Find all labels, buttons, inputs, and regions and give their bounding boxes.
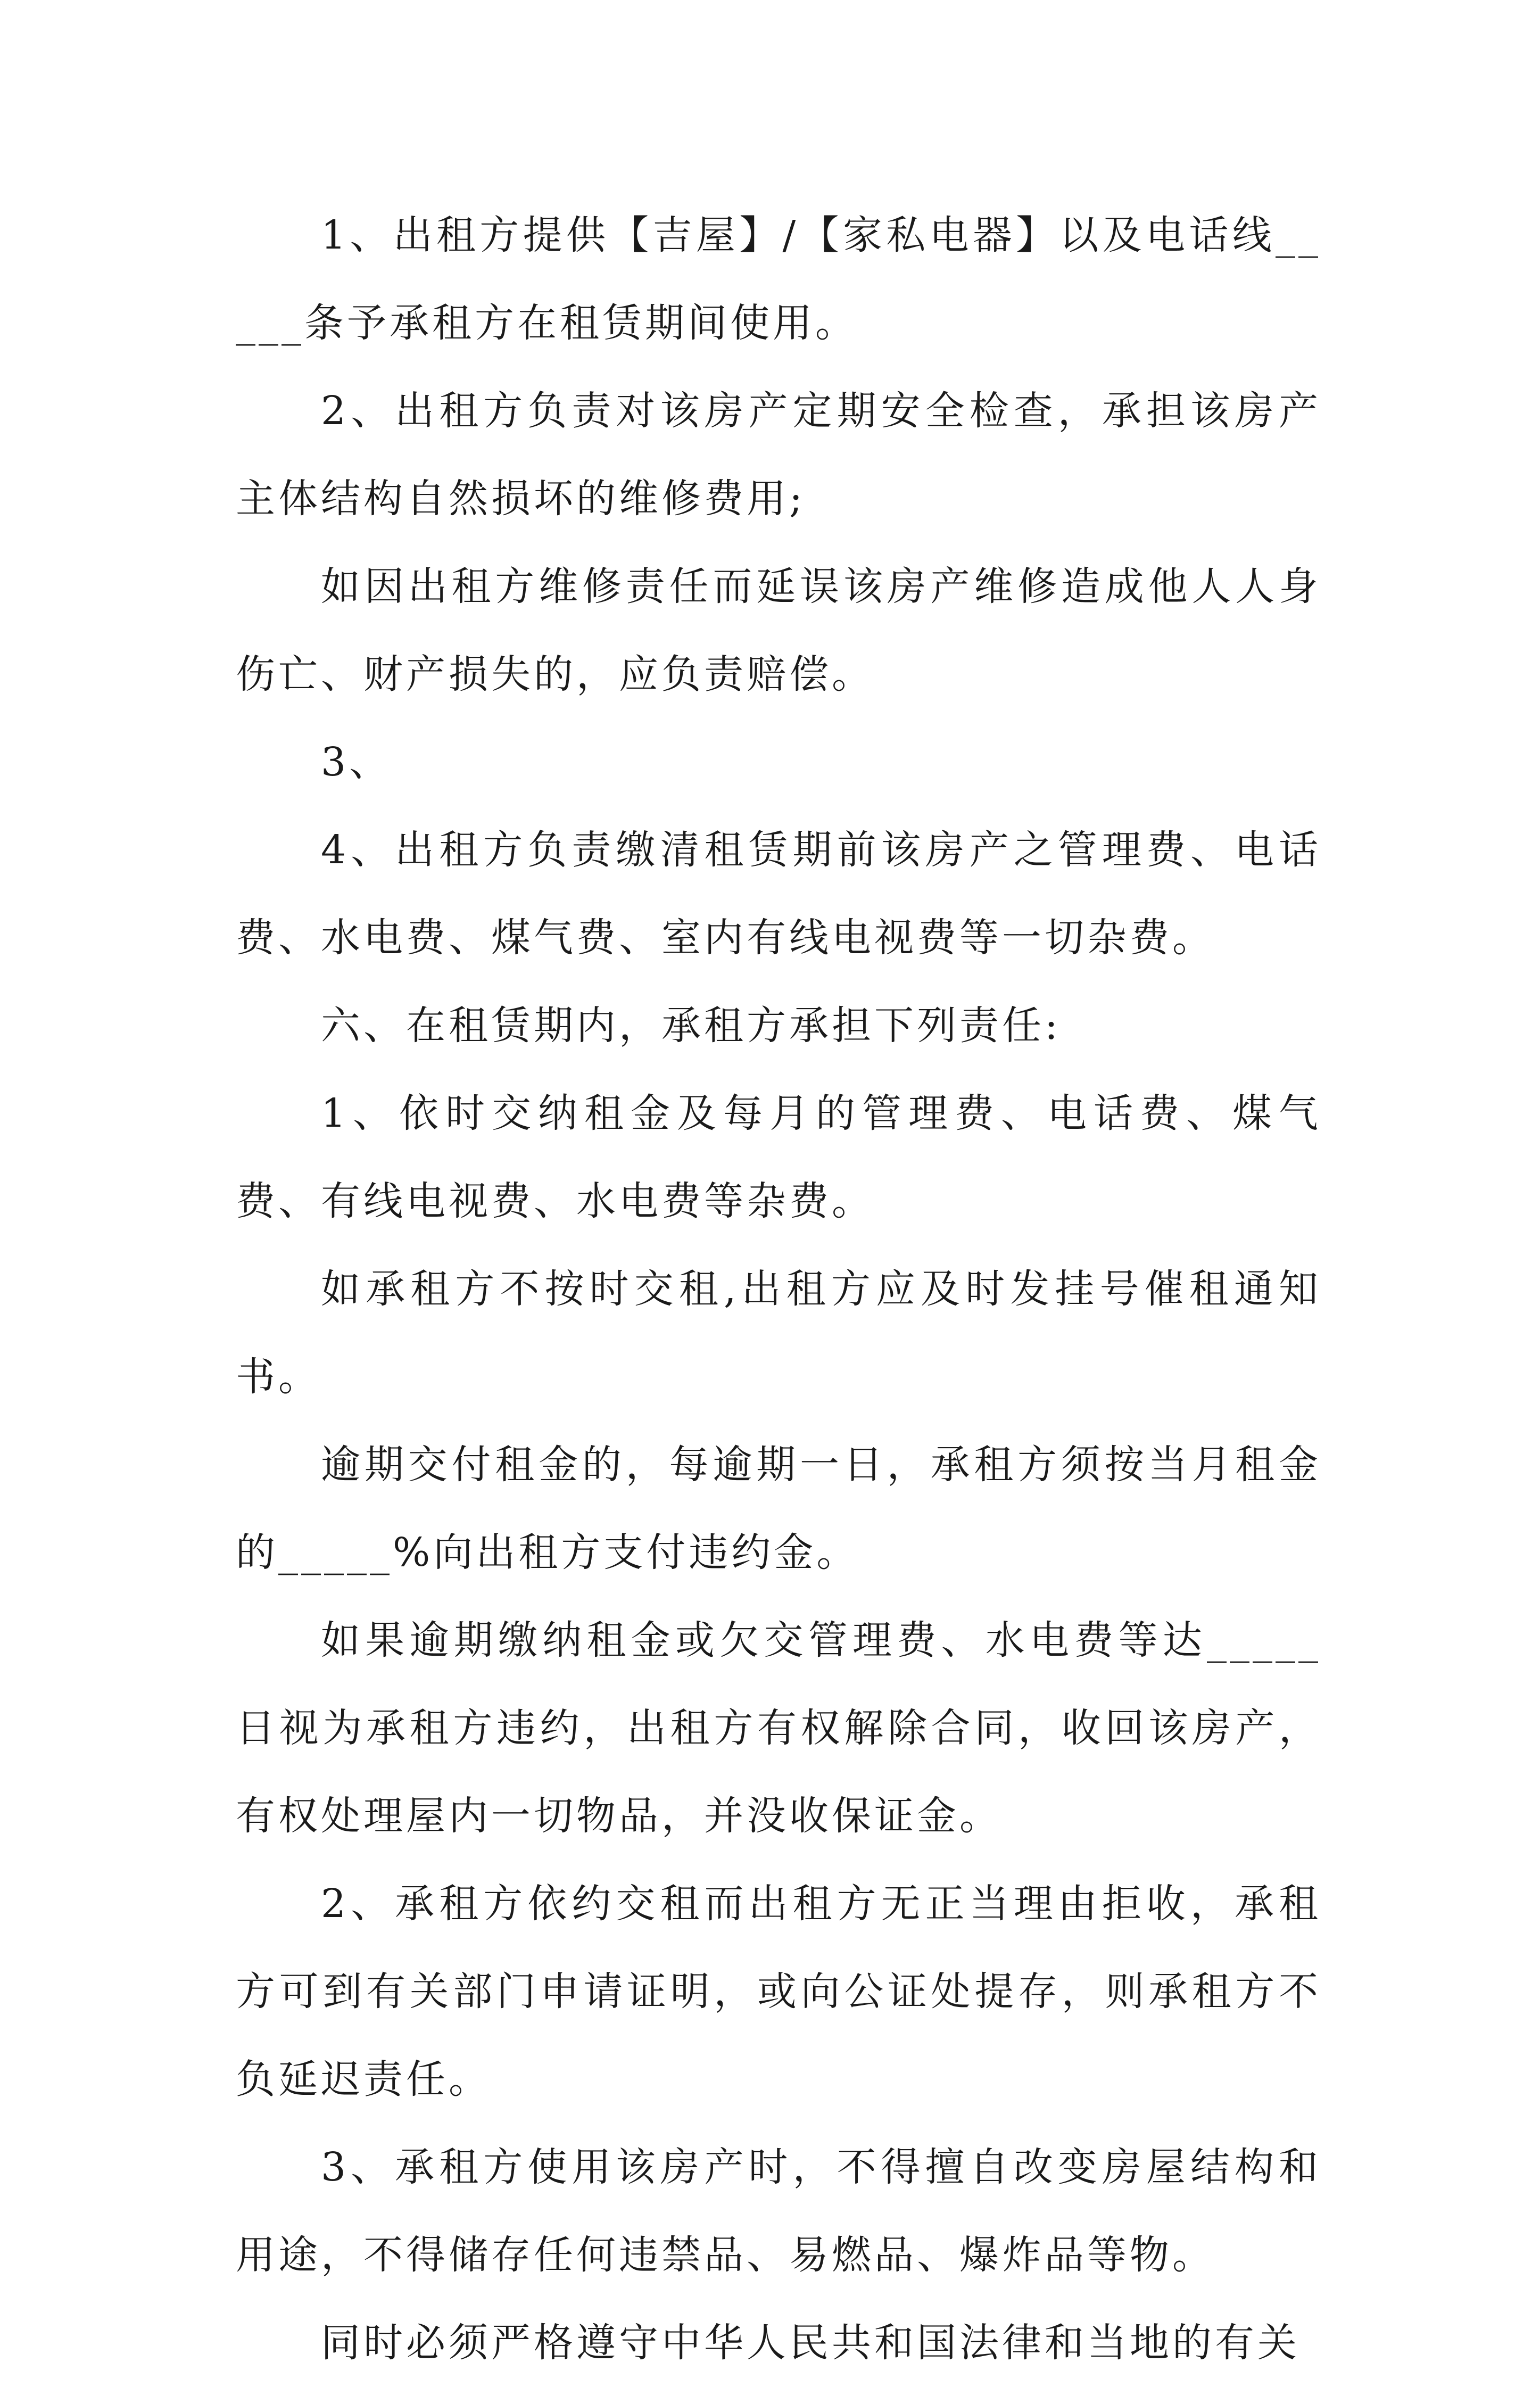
paragraph-1: 1、出租方提供【吉屋】/【家私电器】以及电话线_____条予承租方在租赁期间使用。 [236, 212, 1321, 346]
paragraph-6: 六、在租赁期内，承租方承担下列责任: [321, 1003, 1061, 1048]
paragraph-2: 2、出租方负责对该房产定期安全检查，承担该房产主体结构自然损坏的维修费用; [236, 388, 1321, 522]
paragraph-11: 2、承租方依约交租而出租方无正当理由拒收，承租方可到有关部门申请证明，或向公证处提存，则承租方不负延迟责任。 [236, 1881, 1321, 2102]
paragraph-8: 如承租方不按时交租,出租方应及时发挂号催租通知书。 [236, 1266, 1321, 1400]
paragraph-10: 如果逾期缴纳租金或欠交管理费、水电费等达_____日视为承租方违约，出租方有权解除合同，收回该房产，有权处理屋内一切物品，并没收保证金。 [236, 1617, 1321, 1839]
document-body [236, 192, 1321, 2387]
paragraph-4: 3、 [321, 739, 392, 785]
paragraph-7: 1、依时交纳租金及每月的管理费、电话费、煤气费、有线电视费、水电费等杂费。 [236, 1091, 1321, 1224]
paragraph-13: 同时必须严格遵守中华人民共和国法律和当地的有关 [321, 2320, 1300, 2366]
paragraph-5: 4、出租方负责缴清租赁期前该房产之管理费、电话费、水电费、煤气费、室内有线电视费等一切杂费。 [236, 827, 1321, 961]
paragraph-3: 如因出租方维修责任而延误该房产维修造成他人人身伤亡、财产损失的，应负责赔偿。 [236, 564, 1321, 697]
paragraph-9: 逾期交付租金的，每逾期一日，承租方须按当月租金的_____%向出租方支付违约金。 [236, 1442, 1321, 1575]
paragraph-12: 3、承租方使用该房产时，不得擅自改变房屋结构和用途，不得储存任何违禁品、易燃品、爆炸品等物。 [236, 2144, 1321, 2278]
